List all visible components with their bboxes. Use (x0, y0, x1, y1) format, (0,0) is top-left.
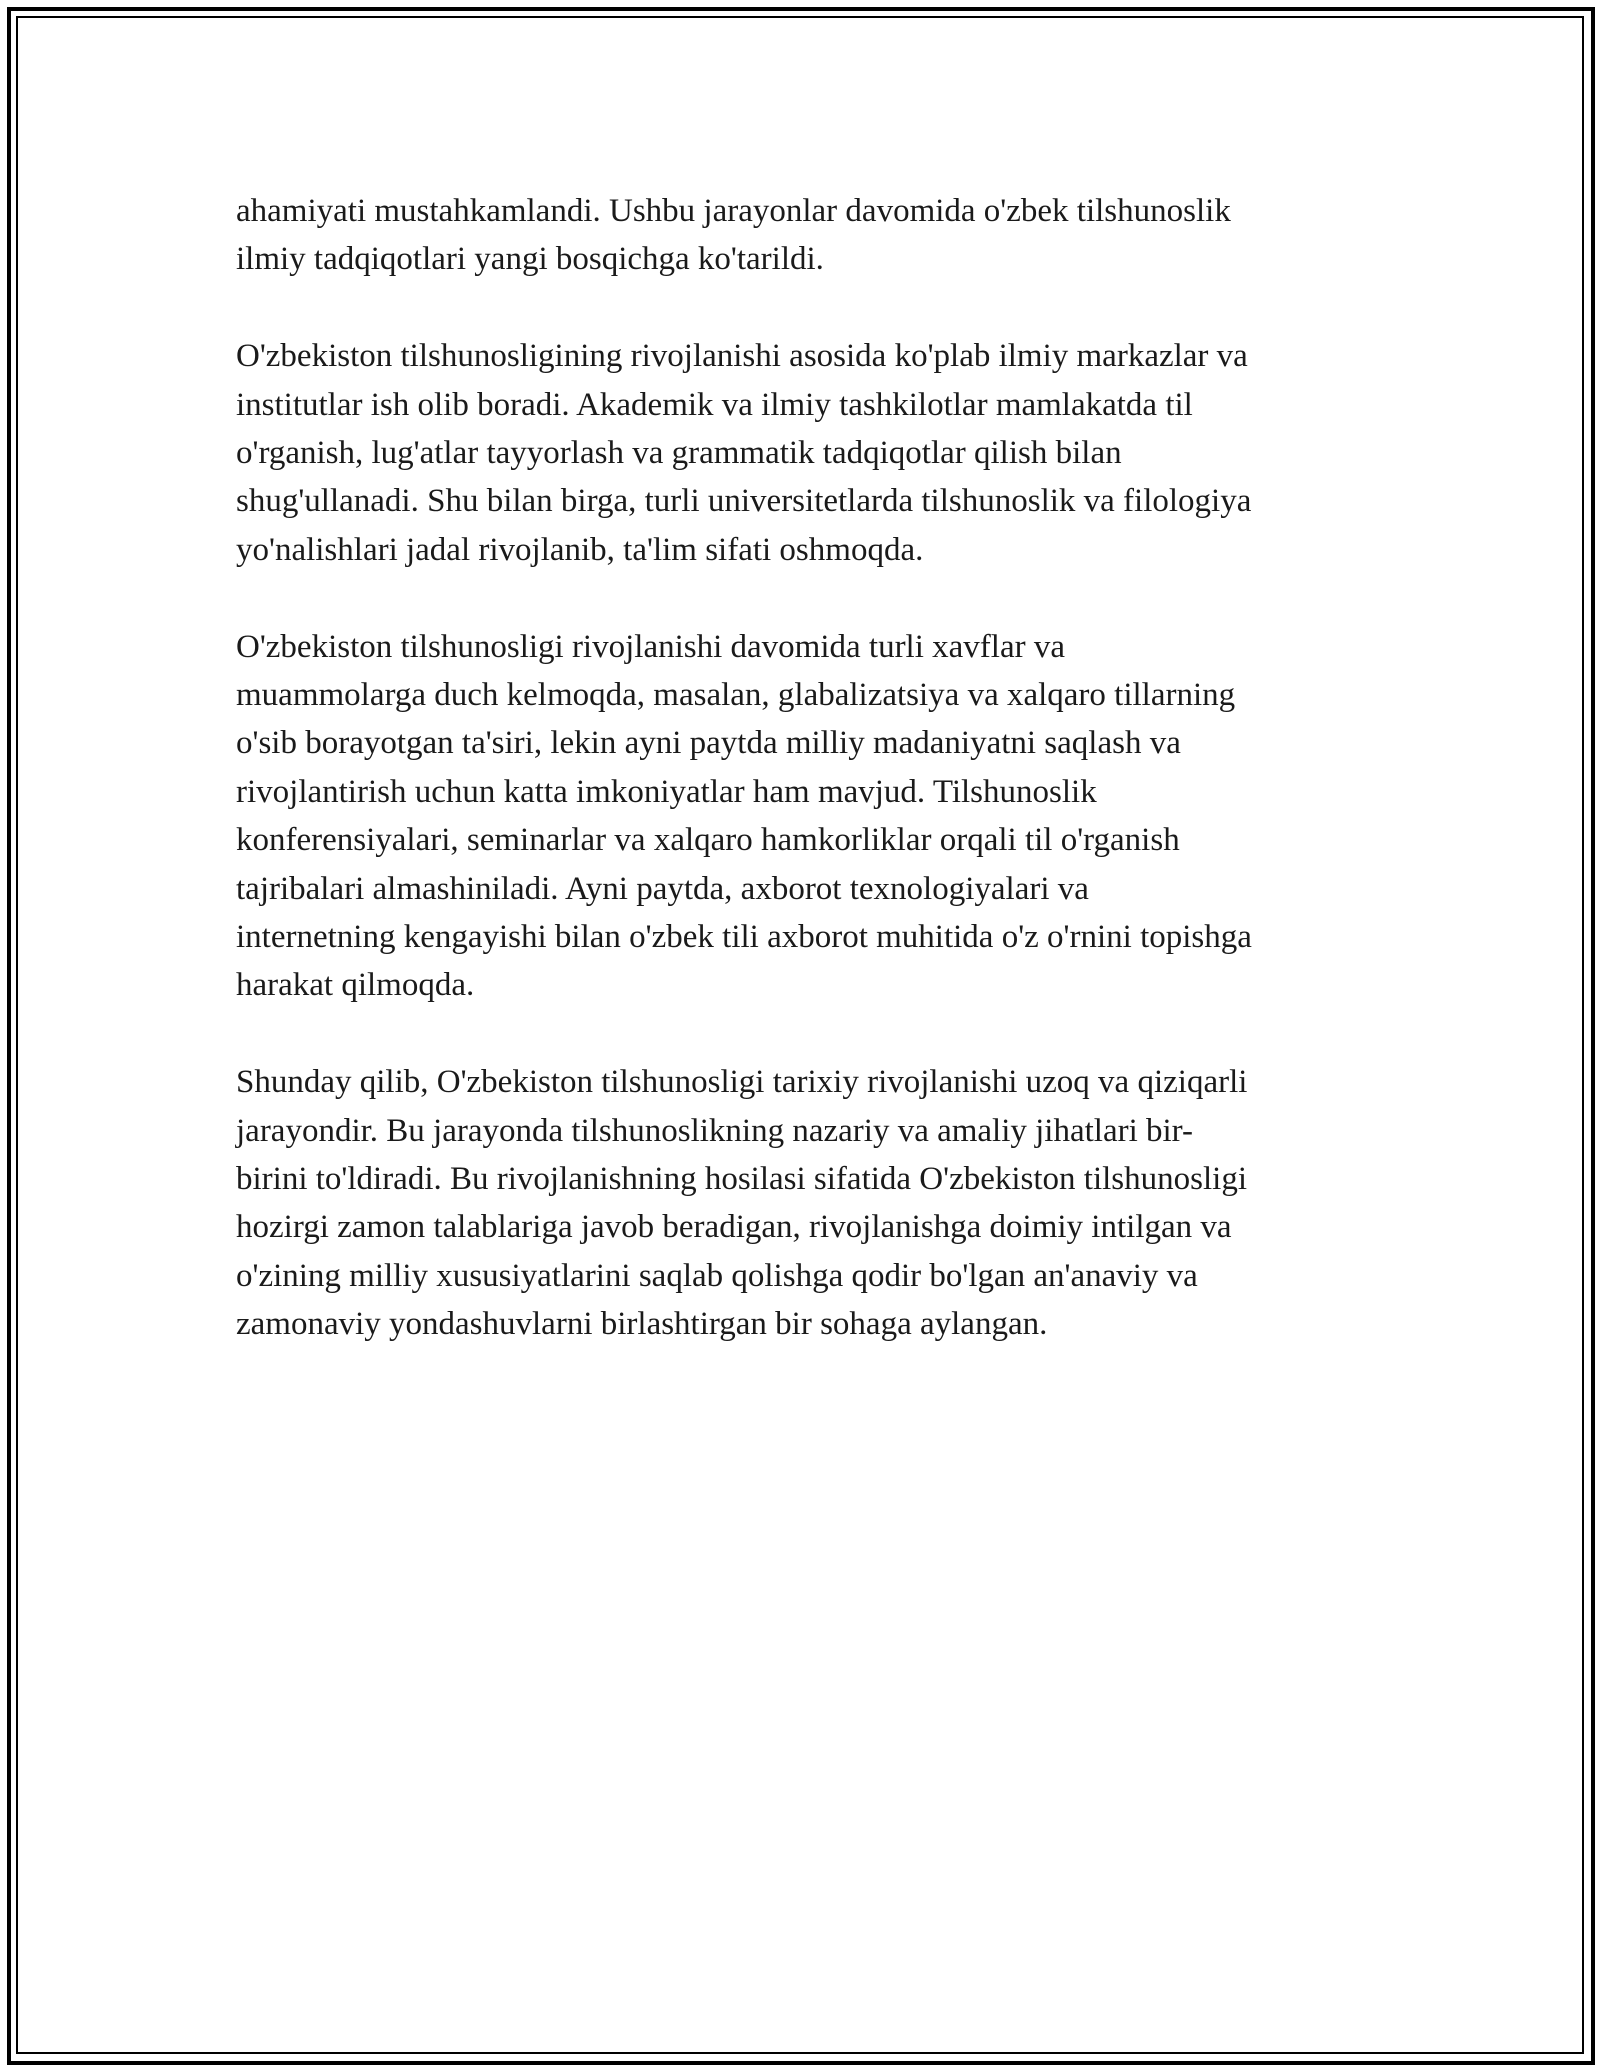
text-line: rivojlantirish uchun katta imkoniyatlar ham mavjud. Tilshunoslik (236, 773, 1097, 810)
text-line: tajribalari almashiniladi. Ayni paytda, axborot texnologiyalari va (236, 870, 1089, 907)
text-line: O'zbekiston tilshunosligining rivojlanishi asosida ko'plab ilmiy markazlar va (236, 338, 1248, 375)
text-line: ahamiyati mustahkamlandi. Ushbu jarayonlar davomida o'zbek tilshunoslik (236, 193, 1231, 229)
document-body (236, 187, 1376, 1397)
text-line: institutlar ish olib boradi. Akademik va ilmiy tashkilotlar mamlakatda til (236, 386, 1193, 423)
paragraph-2 (236, 332, 1376, 574)
text-line: o'rganish, lug'atlar tayyorlash va grammatik tadqiqotlar qilish bilan (236, 435, 1122, 472)
text-line: zamonaviy yondashuvlarni birlashtirgan bir sohaga aylangan. (236, 1306, 1048, 1343)
text-line: o'zining milliy xususiyatlarini saqlab qolishga qodir bo'lgan an'anaviy va (236, 1257, 1198, 1294)
text-line: yo'nalishlari jadal rivojlanib, ta'lim sifati oshmoqda. (236, 531, 924, 568)
paragraph-3 (236, 623, 1376, 1010)
text-line: o'sib borayotgan ta'siri, lekin ayni paytda milliy madaniyatni saqlash va (236, 725, 1181, 762)
text-line: birini to'ldiradi. Bu rivojlanishning hosilasi sifatida O'zbekiston tilshunosligi (236, 1161, 1247, 1198)
text-line: shug'ullanadi. Shu bilan birga, turli universitetlarda tilshunoslik va filologiya (236, 483, 1252, 520)
text-line: Shunday qilib, O'zbekiston tilshunosligi tarixiy rivojlanishi uzoq va qiziqarli (236, 1064, 1248, 1101)
text-line: jarayondir. Bu jarayonda tilshunoslikning nazariy va amaliy jihatlari bir- (236, 1112, 1193, 1149)
text-line: muammolarga duch kelmoqda, masalan, glabalizatsiya va xalqaro tillarning (236, 677, 1236, 714)
text-line: internetning kengayishi bilan o'zbek tili axborot muhitida o'z o'rnini topishga (236, 919, 1252, 956)
paragraph-4 (236, 1058, 1376, 1348)
text-line: konferensiyalari, seminarlar va xalqaro hamkorliklar orqali til o'rganish (236, 822, 1180, 859)
paragraph-1 (236, 187, 1376, 284)
text-line: O'zbekiston tilshunosligi rivojlanishi davomida turli xavflar va (236, 628, 1065, 665)
text-line: harakat qilmoqda. (236, 967, 475, 1004)
text-line: ilmiy tadqiqotlari yangi bosqichga ko'tarildi. (236, 241, 824, 278)
text-line: hozirgi zamon talablariga javob beradigan, rivojlanishga doimiy intilgan va (236, 1209, 1232, 1246)
